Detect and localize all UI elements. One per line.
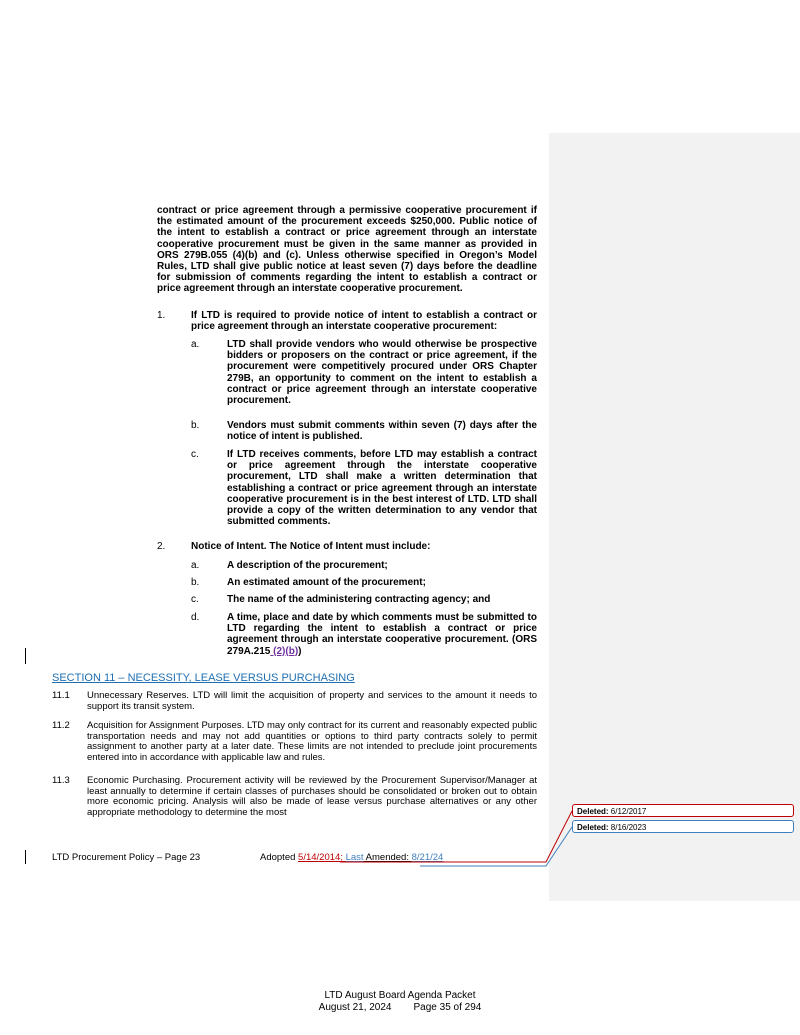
item-2d-label: d. (191, 612, 200, 623)
item-1-number: 1. (157, 310, 166, 321)
footer-adopted-label: Adopted (260, 852, 299, 863)
section-11-2-text: Acquisition for Assignment Purposes. LTD may only contract for its current and reasonably expected public transportation needs and may not add quantities or options to third party contracts solely to permit assignment to another party at a later date. These limits are not intended to preclude joint procurements entered into in accordance with applicable law and rules. (87, 720, 537, 763)
item-2-text: Notice of Intent. The Notice of Intent must include: (191, 541, 431, 552)
comment-deleted-1[interactable] (572, 804, 794, 817)
footer-change-bar (25, 850, 26, 864)
item-1b-label: b. (191, 420, 200, 431)
item-2c-label: c. (191, 594, 199, 605)
section-11-3-number: 11.3 (52, 775, 70, 786)
item-2d-close: ) (298, 645, 302, 657)
item-2b-label: b. (191, 577, 200, 588)
comment-deleted-2[interactable] (572, 820, 794, 833)
packet-page-info (0, 1002, 800, 1013)
comment-deleted-1-text: 6/12/2017 (608, 807, 647, 816)
item-1b-text: Vendors must submit comments within seven (7) days after the notice of intent is published. (227, 420, 537, 443)
footer-amended-label: Amended: (363, 852, 412, 863)
item-1a-text: LTD shall provide vendors who would otherwise be prospective bidders or proposers on the contract or price agreement, if the procurement were competitively procured under ORS Chapter 279B, an opportunity to comment on the intent to establish a contract or price agreement through an interstate cooperative procurement. (227, 339, 537, 407)
item-1a-label: a. (191, 339, 200, 350)
section-11-2-number: 11.2 (52, 720, 70, 731)
section-11-1-text: Unnecessary Reserves. LTD will limit the acquisition of property and services to the amount it needs to support its transit system. (87, 690, 537, 712)
section-11-heading[interactable]: SECTION 11 – NECESSITY, LEASE VERSUS PURCHASING (52, 672, 355, 684)
comment-pane (549, 133, 800, 901)
footer-adopted (260, 852, 443, 863)
item-2d-inserted-citation: (2)(b) (270, 645, 299, 657)
packet-date: August 21, 2024 (318, 1002, 392, 1013)
item-1c-label: c. (191, 449, 199, 460)
comment-deleted-1-type: Deleted: (577, 807, 609, 816)
comment-deleted-2-text: 8/16/2023 (608, 823, 647, 832)
packet-title: LTD August Board Agenda Packet (324, 990, 476, 1001)
section-11-1-number: 11.1 (52, 690, 70, 701)
item-1c-text: If LTD receives comments, before LTD may establish a contract or price agreement through the interstate cooperative procurement, LTD shall make a written determination that establishing a contract or price agreement through an interstate cooperative procurement is in the best interest of LTD. LTD shall provide a copy of the written determination to any vendor that submitted comments. (227, 449, 537, 528)
intro-paragraph: contract or price agreement through a permissive cooperative procurement if the estimated amount of the procurement exceeds $250,000. Public notice of the intent to establish a contract or price agreement through an interstate cooperative procurement must be given in the same manner as provided in ORS 279B.055 (4)(b) and (c). Unless otherwise specified in Oregon’s Model Rules, LTD shall give public notice at least seven (7) days before the deadline for submission of comments regarding the intent to establish a contract or price agreement through an interstate cooperative procurement. (157, 205, 537, 295)
item-2-number: 2. (157, 541, 166, 552)
footer-left: LTD Procurement Policy – Page 23 (52, 852, 201, 863)
item-1-text: If LTD is required to provide notice of intent to establish a contract or price agreement through an interstate cooperative procurement: (191, 310, 537, 333)
footer-last-label: Last (345, 852, 364, 863)
footer-amended-date: 8/21/24 (411, 852, 444, 863)
item-2d-body: A time, place and date by which comments must be submitted to LTD regarding the intent to establish a contract or price agreement through an interstate cooperative procurement. (ORS 279A.215 (227, 612, 537, 657)
item-2a-label: a. (191, 560, 200, 571)
item-2d-text (227, 612, 537, 657)
item-2b-text: An estimated amount of the procurement; (227, 577, 426, 588)
section-11-3-text: Economic Purchasing. Procurement activity will be reviewed by the Procurement Supervisor/Manager at least annually to determine if certain classes of purchases should be consolidated or broken out to obtain more economic pricing. Analysis will also be made of lease versus purchase alternatives or any other appropriate methodology to determine the most (87, 775, 537, 818)
packet-page-number: Page 35 of 294 (413, 1002, 482, 1013)
comment-deleted-2-type: Deleted: (577, 823, 609, 832)
item-2c-text: The name of the administering contracting agency; and (227, 594, 491, 605)
footer-adopted-date: 5/14/2014 (298, 852, 341, 863)
change-bar (25, 648, 26, 664)
item-2a-text: A description of the procurement; (227, 560, 388, 571)
footer-separator: ; (340, 852, 346, 863)
